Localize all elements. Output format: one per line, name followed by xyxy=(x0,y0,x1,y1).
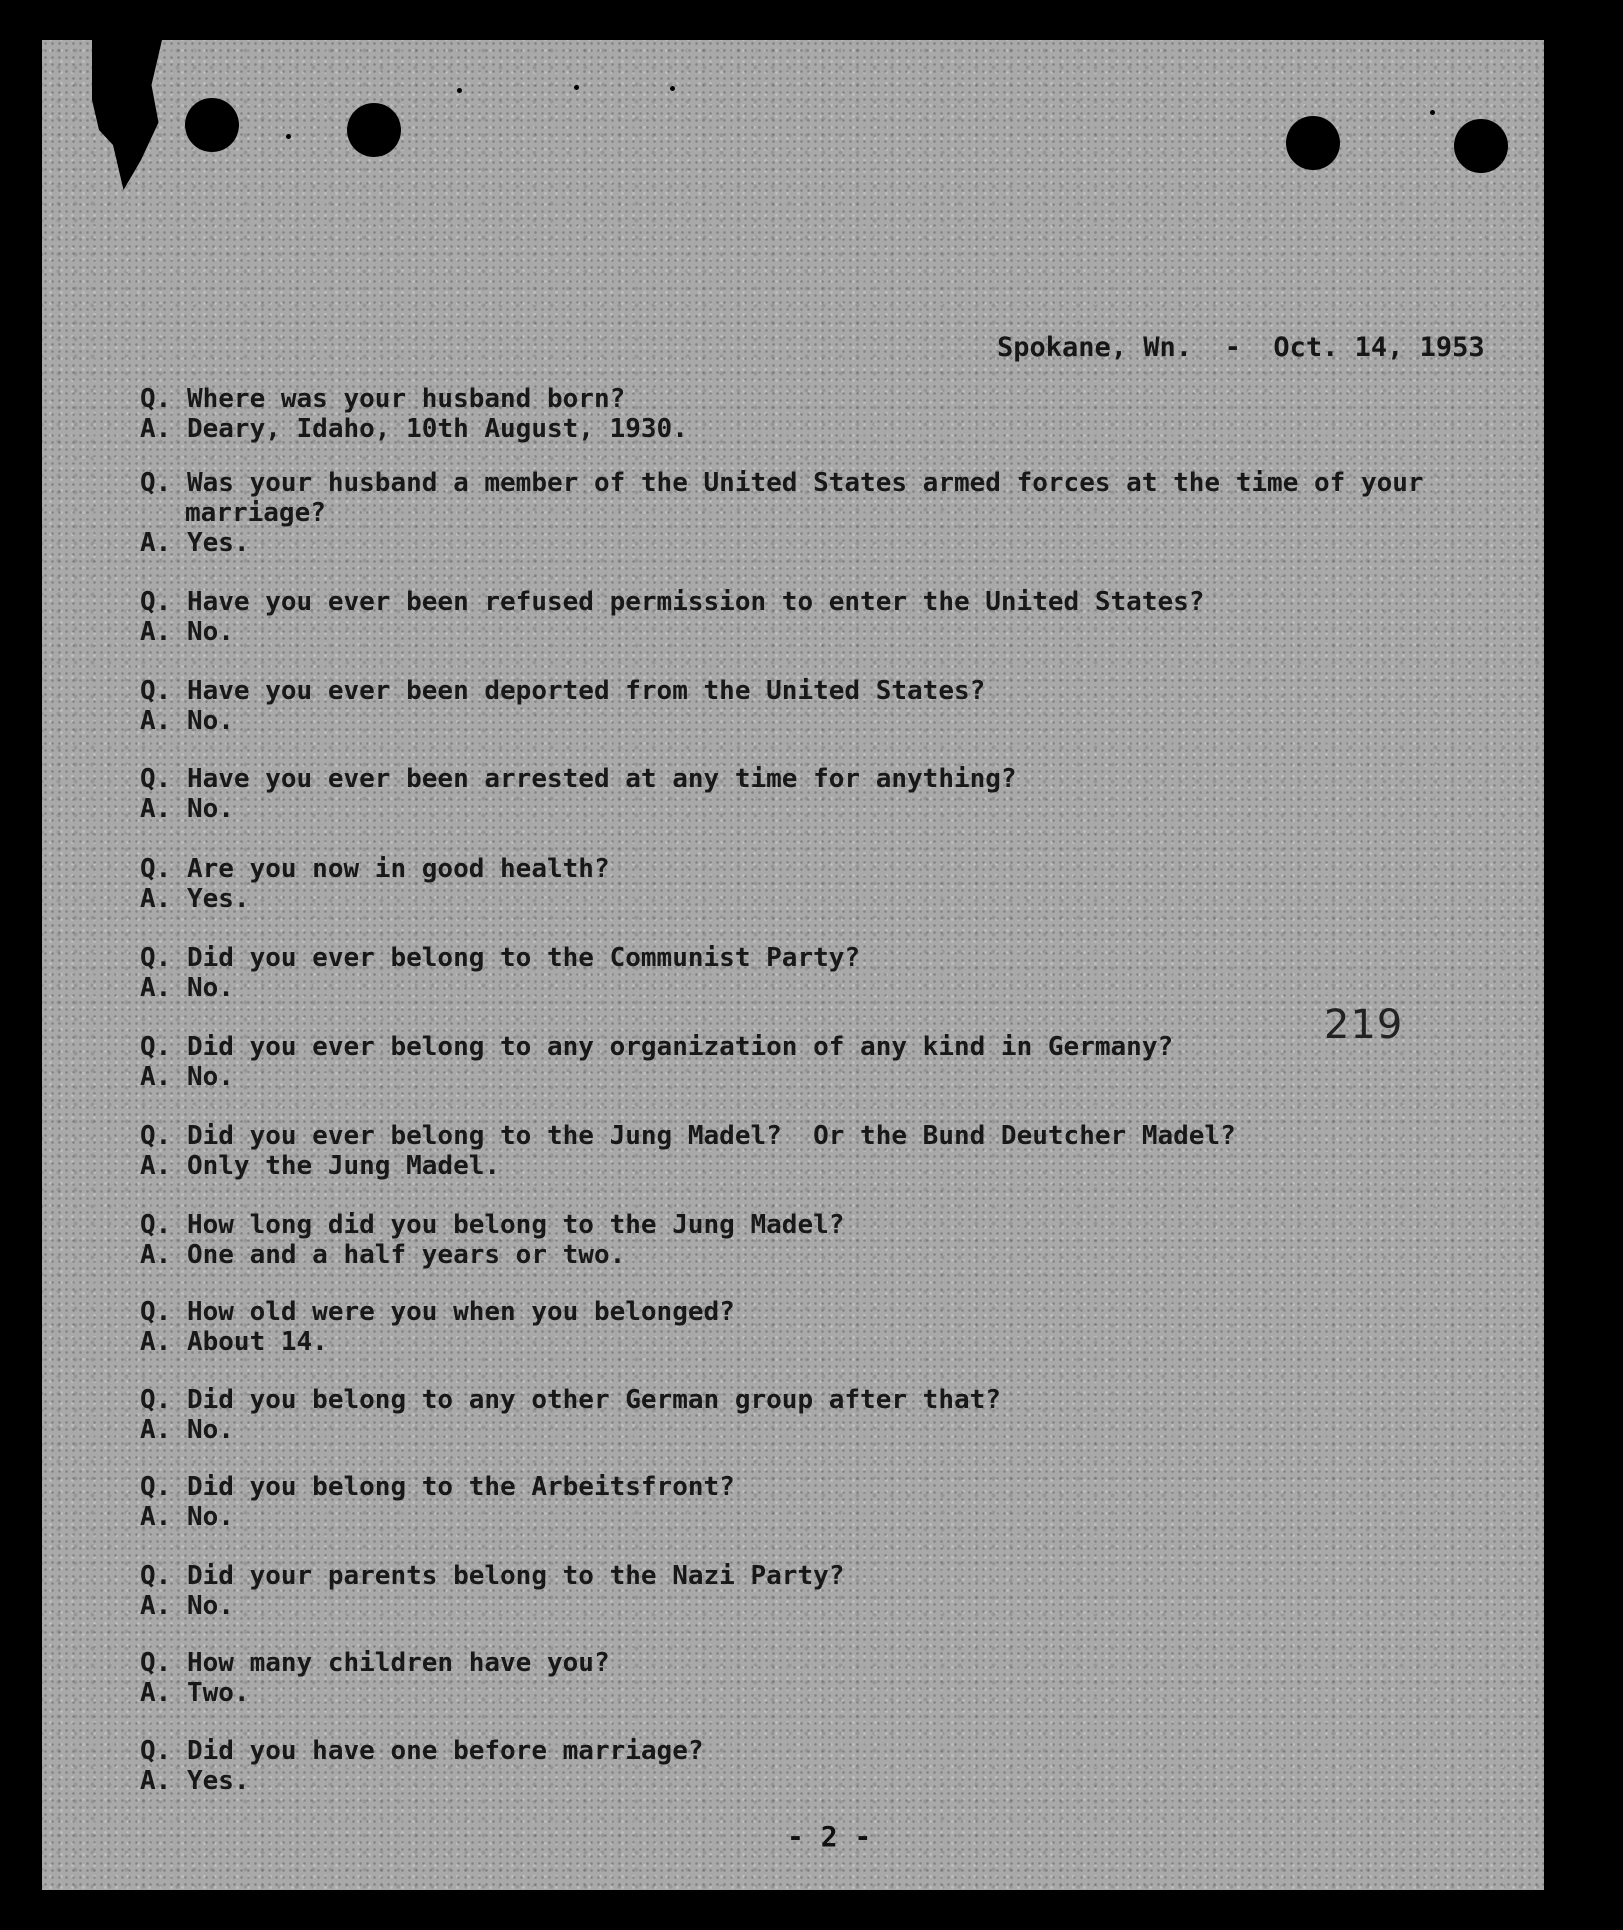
answer-line: A. No. xyxy=(140,973,234,1003)
answer-line: A. Two. xyxy=(140,1678,250,1708)
answer-line: A. Only the Jung Madel. xyxy=(140,1151,501,1181)
qa-pair xyxy=(140,1121,1236,1181)
punch-hole-3 xyxy=(1286,116,1340,170)
qa-pair xyxy=(140,468,1424,558)
question-line: Q. Did you belong to the Arbeitsfront? xyxy=(140,1472,735,1502)
qa-pair xyxy=(140,854,610,914)
speck xyxy=(670,86,675,91)
question-line: Q. Did you ever belong to any organization of any kind in Germany? xyxy=(140,1032,1174,1062)
qa-pair xyxy=(140,1561,844,1621)
torn-corner xyxy=(92,40,162,190)
question-line: Q. How many children have you? xyxy=(140,1648,610,1678)
question-line: Q. How old were you when you belonged? xyxy=(140,1297,735,1327)
speck xyxy=(286,134,291,139)
qa-pair xyxy=(140,1210,844,1270)
page-number: - 2 - xyxy=(787,1820,872,1853)
question-line: Q. Are you now in good health? xyxy=(140,854,610,884)
question-line: Q. Was your husband a member of the United States armed forces at the time of your xyxy=(140,468,1424,498)
question-continuation: marriage? xyxy=(185,498,326,528)
question-line: Q. Did you ever belong to the Communist Party? xyxy=(140,943,861,973)
qa-pair xyxy=(140,1472,735,1532)
question-line: Q. Did you have one before marriage? xyxy=(140,1736,704,1766)
answer-line: A. No. xyxy=(140,794,234,824)
question-line: Q. Did your parents belong to the Nazi Party? xyxy=(140,1561,845,1591)
answer-line: A. No. xyxy=(140,1502,234,1532)
answer-line: A. Yes. xyxy=(140,884,250,914)
answer-line: A. No. xyxy=(140,617,234,647)
answer-line: A. About 14. xyxy=(140,1327,328,1357)
question-line: Q. Did you ever belong to the Jung Madel? Or the Bund Deutcher Madel? xyxy=(140,1121,1236,1151)
punch-hole-1 xyxy=(185,98,239,152)
punch-hole-2 xyxy=(347,103,401,157)
question-line: Q. Have you ever been arrested at any time for anything? xyxy=(140,764,1017,794)
punch-hole-4 xyxy=(1454,119,1508,173)
place-date-line: Spokane, Wn. - Oct. 14, 1953 xyxy=(997,332,1485,363)
document-page xyxy=(42,40,1544,1890)
answer-line: A. One and a half years or two. xyxy=(140,1240,626,1270)
answer-line: A. Deary, Idaho, 10th August, 1930. xyxy=(140,414,688,444)
speck xyxy=(1430,110,1435,115)
qa-pair xyxy=(140,587,1204,647)
question-line: Q. Did you belong to any other German group after that? xyxy=(140,1385,1001,1415)
answer-line: A. No. xyxy=(140,1062,234,1092)
qa-pair xyxy=(140,1648,610,1708)
question-line: Q. Where was your husband born? xyxy=(140,384,626,414)
qa-pair xyxy=(140,1032,1173,1092)
answer-line: A. No. xyxy=(140,1415,234,1445)
speck xyxy=(574,85,579,90)
answer-line: A. Yes. xyxy=(140,1766,250,1796)
question-line: Q. Have you ever been refused permission to enter the United States? xyxy=(140,587,1205,617)
stamped-page-number: 219 xyxy=(1324,1002,1404,1048)
qa-pair xyxy=(140,384,688,444)
answer-line: A. No. xyxy=(140,706,234,736)
answer-line: A. Yes. xyxy=(140,528,250,558)
question-line: Q. Have you ever been deported from the United States? xyxy=(140,676,986,706)
answer-line: A. No. xyxy=(140,1591,234,1621)
qa-pair xyxy=(140,676,985,736)
qa-pair xyxy=(140,764,1017,824)
speck xyxy=(457,88,462,93)
qa-pair xyxy=(140,943,860,1003)
question-line: Q. How long did you belong to the Jung Madel? xyxy=(140,1210,845,1240)
qa-pair xyxy=(140,1297,735,1357)
qa-pair xyxy=(140,1736,704,1796)
qa-pair xyxy=(140,1385,1001,1445)
